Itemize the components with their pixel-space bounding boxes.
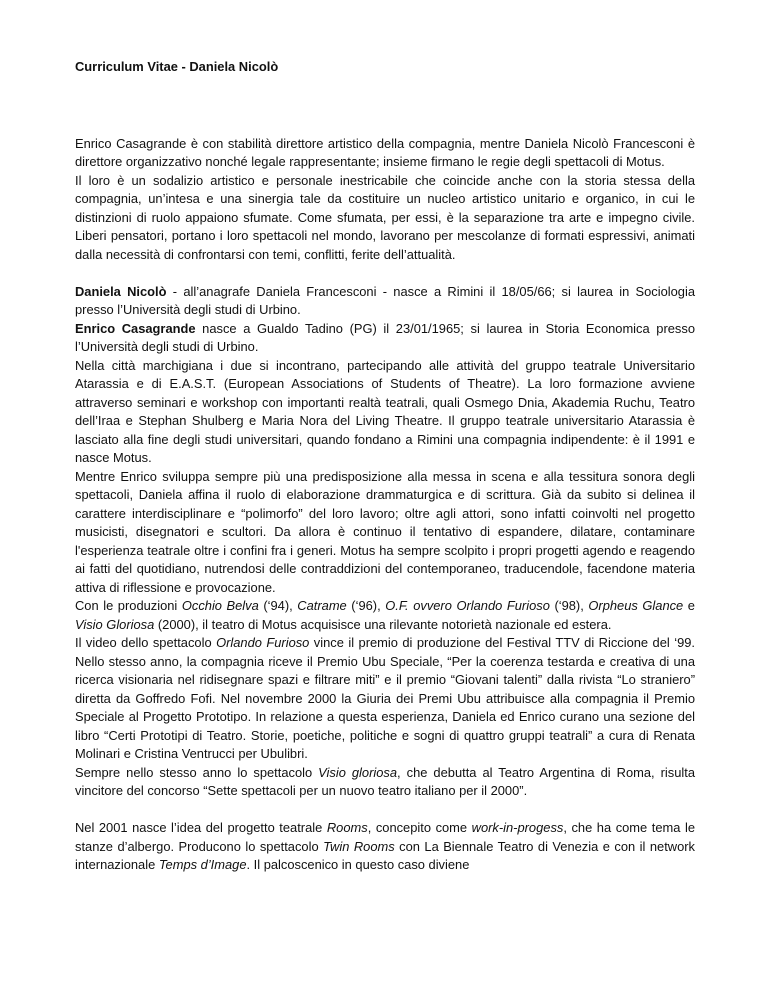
title-occhio-belva: Occhio Belva [181,598,259,613]
title-twin-rooms: Twin Rooms [323,838,395,854]
paragraph-visio-gloriosa [75,764,695,801]
paragraph-awards [75,634,695,764]
daniela-name: Daniela Nicolò [75,283,167,299]
paragraph-rooms [75,819,695,875]
document-title: Curriculum Vitae - Daniela Nicolò [75,59,279,74]
title-rooms: Rooms [326,820,368,835]
text-span: (‘96), [346,598,386,613]
enrico-bio-text: nasce a Gualdo Tadino (PG) il 23/01/1965; si laurea in Storia Economica presso l’Università degli studi di Urbino. [75,320,695,354]
term-work-in-progess: work-in-progess [471,820,564,835]
text-span: vince il premio di produzione del Festival TTV di Riccione del ‘99. Nello stesso anno, la compagnia riceve il Premio Ubu Speciale, “Per la coerenza testarda e creativa di una ricerca visionaria nel ridisegnare spazi e filtrare miti” e il premio “Giovani talenti” dalla rivista “Lo straniero” diretta da Goffredo Fofi. Nel novembre 2000 la Giuria dei Premi Ubu attribuisce alla compagnia il Premio Speciale al Progetto Prototipo. In relazione a questa esperienza, Daniela ed Enrico curano una sezione del libro “Certi Prototipi di Teatro. Storie, poetiche, politiche e sogni di quattro gruppi teatrali” a cura di Renata Molinari e Cristina Ventrucci per Ubulibri. [75,635,695,761]
text-span: , che ha come tema le stanze d’albergo. Producono lo spettacolo [75,820,696,854]
text-span: Con le produzioni [75,598,182,613]
title-visio-gloriosa: Visio Gloriosa [75,616,155,632]
enrico-name: Enrico Casagrande [75,320,196,336]
text-span: Nel 2001 nasce l’idea del progetto teatrale [75,820,327,835]
title-visio-gloriosa-show: Visio gloriosa [318,764,398,780]
text-span: . Il palcoscenico in questo caso diviene [246,857,470,872]
paragraph-enrico-bio [75,320,695,357]
text-span: (‘94), [258,598,298,613]
paragraph-intro-roles: Enrico Casagrande è con stabilità direttore artistico della compagnia, mentre Daniela Nicolò Francesconi è direttore organizzativo nonché legale rappresentante; insieme firmano le regie degli spettacoli di Motus. [75,135,695,169]
paragraph-daniela-bio [75,283,695,320]
paragraph-gap [75,264,695,283]
paragraph-intro-partnership: Il loro è un sodalizio artistico e personale inestricabile che coincide anche con la storia stessa della compagnia, un’intesa e una sinergia tale da costituire un nucleo artistico unitario e organico, in cui le distinzioni di ruolo appaiono sfumate. Come sfumata, per essi, è la separazione tra arte e impegno civile. Liberi pensatori, portano i loro spettacoli nel mondo, lavorano per mescolanze di formati espressivi, animati dalla necessità di confrontarsi con temi, conflitti, ferite dell’attualità. [75,172,695,262]
text-span: Sempre nello stesso anno lo spettacolo [75,764,319,780]
text-span: e [683,598,695,613]
paragraph-productions [75,597,695,634]
title-temps-d-image: Temps d’Image [158,857,247,872]
paragraph-development: Mentre Enrico sviluppa sempre più una predisposizione alla messa in scena e alla tessitura sonora degli spettacoli, Daniela affina il ruolo di elaborazione drammaturgica e di scrittura. Già da subito si delinea il carattere interdisciplinare e “polimorfo” del loro lavoro; oltre agli attori, sono infatti coinvolti nel progetto musicisti, disegnatori e scultori. Da allora è continuo il tentativo di espandere, dilatare, contaminare l'esperienza teatrale oltre i confini fra i generi. Motus ha sempre scolpito i propri progetti agendo e reagendo ai fatti del quotidiano, nutrendosi delle contraddizioni del contemporaneo, traducendole, facendone materia attiva di riflessione e provocazione. [75,468,695,595]
title-orpheus-glance: Orpheus Glance [588,598,684,613]
text-span: , concepito come [367,820,472,835]
title-catrame: Catrame [297,598,347,613]
text-span: (‘98), [549,598,589,613]
paragraph-meeting: Nella città marchigiana i due si incontrano, partecipando alle attività del gruppo teatrale Universitario Atarassia e di E.A.S.T. (European Associations of Students of Theatre). La loro formazione avviene attraverso seminari e workshop con importanti realtà teatrali, quali Osmego Dnia, Akademia Ruchu, Teatro dell’Iraa e Stephan Shulberg e Maria Nora del Living Theatre. Il gruppo teatrale universitario Atarassia è lasciato alla fine degli studi universitari, quando fondano a Rimini una compagnia indipendente: è il 1991 e nasce Motus. [75,357,695,465]
document-page [75,58,695,875]
daniela-bio-text: - all’anagrafe Daniela Francesconi - nasce a Rimini il 18/05/66; si laurea in Sociologia presso l’Università degli studi di Urbino. [75,283,695,317]
text-span: con La Biennale Teatro di Venezia e con il network internazionale [75,838,695,872]
title-orlando-furioso-video: Orlando Furioso [216,635,310,650]
text-span: (2000), il teatro di Motus acquisisce una rilevante notorietà nazionale ed estera. [154,616,612,632]
text-span: Il video dello spettacolo [75,635,217,650]
paragraph-gap [75,801,695,820]
title-orlando-furioso: O.F. ovvero Orlando Furioso [385,598,550,613]
text-span: , che debutta al Teatro Argentina di Roma, risulta vincitore del concorso “Sette spettacoli per un nuovo teatro italiano per il 2000”. [75,764,695,798]
